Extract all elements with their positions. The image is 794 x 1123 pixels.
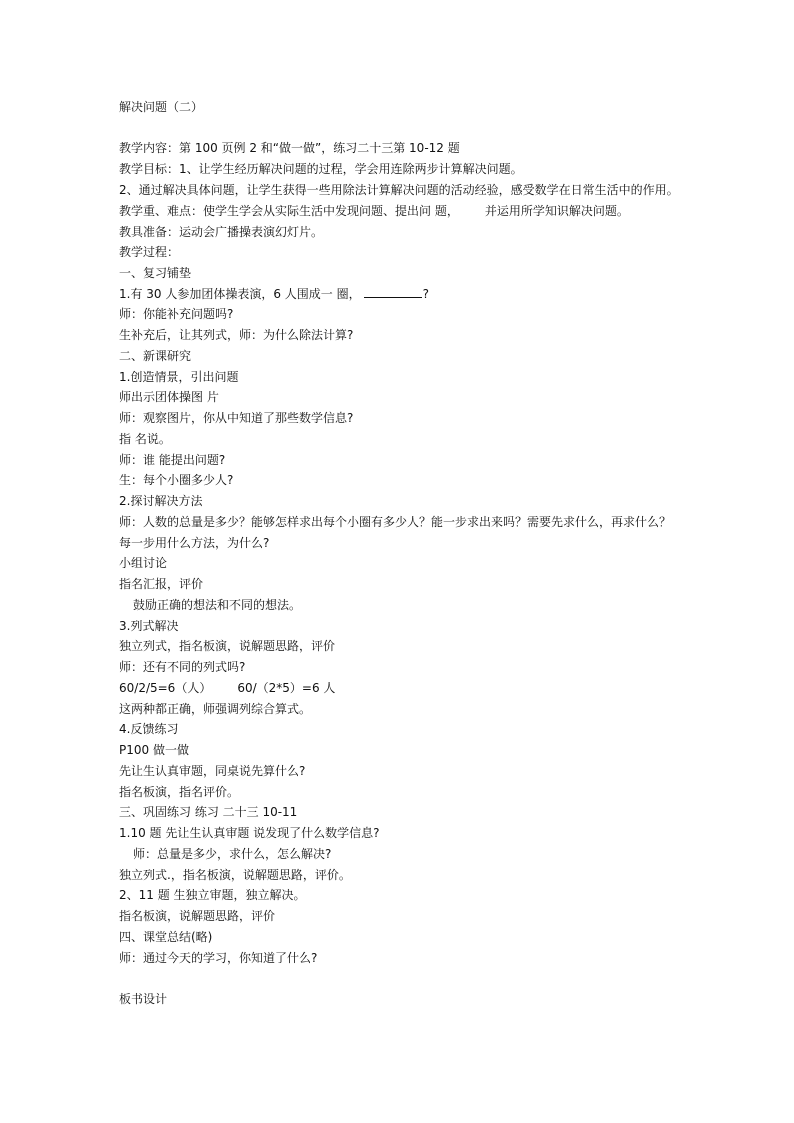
section-heading: 三、巩固练习 练习 二十三 10-11 xyxy=(119,805,298,819)
key-points-part-1: 教学重、难点：使学生学会从实际生活中发现问题、提出问 题， xyxy=(119,204,459,218)
text-line: P100 做一做 xyxy=(119,743,189,757)
text-line: 每一步用什么方法，为什么? xyxy=(119,536,270,550)
section-heading: 二、新课研究 xyxy=(119,349,192,363)
text-line: 师：谁 能提出问题? xyxy=(119,453,226,467)
text-line: 1.10 题 先让生认真审题 说发现了什么数学信息? xyxy=(119,826,380,840)
text-line: 鼓励正确的想法和不同的想法。 xyxy=(133,598,302,612)
teaching-aids: 教具准备：运动会广播操表演幻灯片。 xyxy=(119,225,324,239)
text-line: 独立列式.，指名板演，说解题思路，评价。 xyxy=(119,868,351,882)
subsection-heading: 2.探讨解决方法 xyxy=(119,494,203,508)
teaching-process: 教学过程： xyxy=(119,245,180,259)
section-heading: 四、课堂总结(略) xyxy=(119,930,213,944)
fill-in-blank xyxy=(364,286,422,298)
text-line: 指名汇报，评价 xyxy=(119,577,204,591)
text-line: 师：通过今天的学习，你知道了什么? xyxy=(119,951,318,965)
text-line: 指名板演，说解题思路，评价 xyxy=(119,909,276,923)
key-points-part-2: 并运用所学知识解决问题。 xyxy=(484,204,629,218)
text-line: 这两种都正确，师强调列综合算式。 xyxy=(119,702,312,716)
text-line: 师：人数的总量是多少？能够怎样求出每个小圈有多少人？能一步求出来吗？需要先求什么，再求什么？ xyxy=(119,515,672,529)
text-line: 师：你能补充问题吗? xyxy=(119,307,234,321)
text-line: 先让生认真审题，同桌说先算什么? xyxy=(119,764,306,778)
teaching-objective-1: 教学目标：1、让学生经历解决问题的过程，学会用连除两步计算解决问题。 xyxy=(119,162,523,176)
teaching-objective-2: 2、通过解决具体问题，让学生获得一些用除法计算解决问题的活动经验，感受数学在日常生活中的作用。 xyxy=(119,183,679,197)
text-line: 2、11 题 生独立审题，独立解决。 xyxy=(119,888,306,902)
text-line: 师：总量是多少，求什么，怎么解决? xyxy=(133,847,332,861)
text-line: 师出示团体操图 片 xyxy=(119,390,219,404)
page-title: 解决问题（二） xyxy=(119,100,204,114)
question-mark: ? xyxy=(422,287,429,301)
text-line: 师：观察图片，你从中知道了那些数学信息? xyxy=(119,411,354,425)
text-line: 独立列式，指名板演，说解题思路，评价 xyxy=(119,639,336,653)
text-line: 指 名说。 xyxy=(119,432,171,446)
board-design-heading: 板书设计 xyxy=(119,992,168,1006)
review-question xyxy=(119,286,429,302)
text-line: 指名板演，指名评价。 xyxy=(119,785,240,799)
subsection-heading: 4.反馈练习 xyxy=(119,722,179,736)
teaching-content: 教学内容：第 100 页例 2 和“做一做”，练习二十三第 10-12 题 xyxy=(119,141,460,155)
key-points xyxy=(119,203,629,219)
subsection-heading: 3.列式解决 xyxy=(119,619,179,633)
section-heading: 一、复习铺垫 xyxy=(119,266,192,280)
review-question-text: 1.有 30 人参加团体操表演，6 人围成一 圈， xyxy=(119,287,361,301)
subsection-heading: 1.创造情景，引出问题 xyxy=(119,370,239,384)
text-line: 生补充后，让其列式，师：为什么除法计算? xyxy=(119,328,354,342)
text-line: 生：每个小圈多少人? xyxy=(119,473,234,487)
formula-1: 60/2/5=6（人） xyxy=(119,681,212,695)
text-line: 师：还有不同的列式吗? xyxy=(119,660,246,674)
text-line: 小组讨论 xyxy=(119,556,168,570)
formula-2: 60/（2*5）=6 人 xyxy=(237,681,336,695)
formula-line xyxy=(119,680,335,696)
